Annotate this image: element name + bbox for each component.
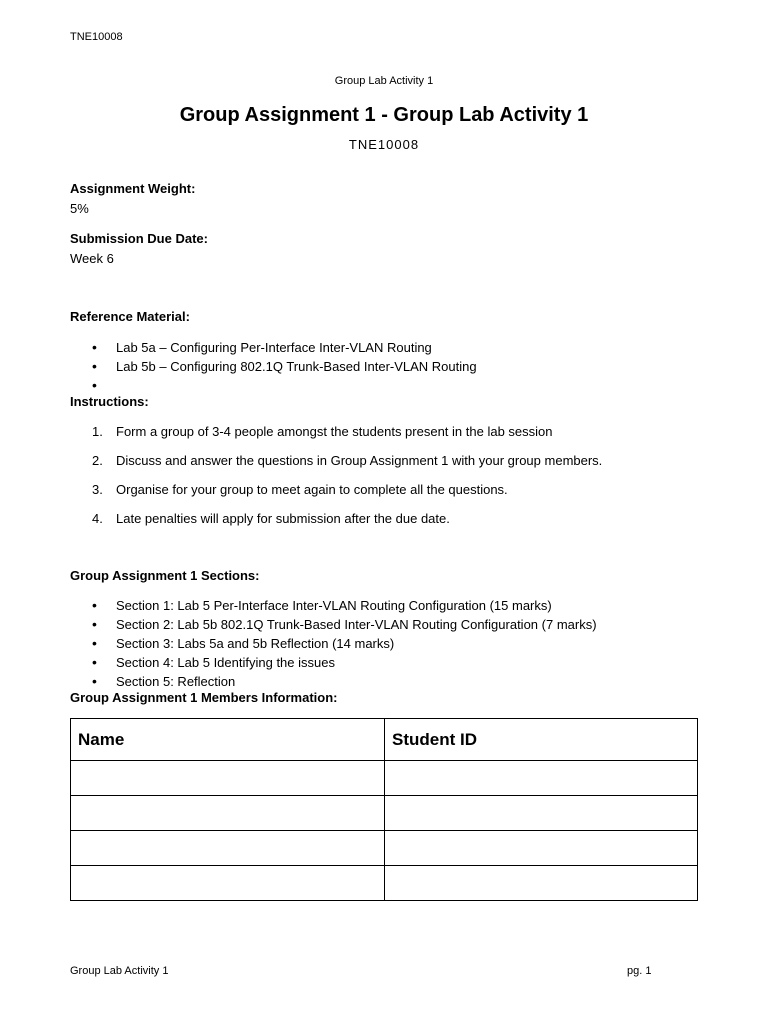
item-number: 3. (92, 482, 103, 497)
list-item: • Section 4: Lab 5 Identifying the issues (70, 653, 597, 672)
table-header-row (71, 719, 698, 761)
reference-list (70, 338, 477, 395)
table-row (71, 866, 698, 901)
name-cell[interactable] (71, 831, 385, 866)
list-item (70, 480, 602, 509)
header-code: TNE10008 (70, 31, 123, 43)
header-subtitle: Group Lab Activity 1 (334, 75, 434, 87)
page-number: pg. 1 (627, 965, 652, 977)
sections-label: Group Assignment 1 Sections: (70, 568, 260, 583)
list-item (70, 509, 602, 538)
list-item: • Lab 5b – Configuring 802.1Q Trunk-Based Inter-VLAN Routing (70, 357, 477, 376)
weight-value: 5% (70, 201, 89, 216)
student-id-cell[interactable] (385, 866, 698, 901)
item-text: Organise for your group to meet again to complete all the questions. (116, 482, 508, 497)
column-header-name: Name (71, 719, 385, 761)
name-cell[interactable] (71, 796, 385, 831)
weight-label: Assignment Weight: (70, 181, 196, 196)
name-cell[interactable] (71, 761, 385, 796)
reference-label: Reference Material: (70, 309, 190, 324)
members-table (70, 718, 698, 901)
list-item: • Section 3: Labs 5a and 5b Reflection (14 marks) (70, 634, 597, 653)
list-item: • Section 2: Lab 5b 802.1Q Trunk-Based Inter-VLAN Routing Configuration (7 marks) (70, 615, 597, 634)
table-row (71, 796, 698, 831)
list-item: • Section 1: Lab 5 Per-Interface Inter-VLAN Routing Configuration (15 marks) (70, 596, 597, 615)
instructions-list (70, 422, 602, 538)
list-item (70, 451, 602, 480)
table-row (71, 761, 698, 796)
members-label: Group Assignment 1 Members Information: (70, 690, 338, 705)
due-date-value: Week 6 (70, 251, 114, 266)
name-cell[interactable] (71, 866, 385, 901)
course-code: TNE10008 (348, 137, 420, 152)
list-item (70, 422, 602, 451)
student-id-cell[interactable] (385, 796, 698, 831)
student-id-cell[interactable] (385, 831, 698, 866)
item-text: Discuss and answer the questions in Group Assignment 1 with your group members. (116, 453, 603, 468)
sections-list (70, 596, 597, 691)
item-number: 1. (92, 424, 103, 439)
item-text: Form a group of 3-4 people amongst the students present in the lab session (116, 424, 553, 439)
page-title: Group Assignment 1 - Group Lab Activity 1 (179, 104, 589, 126)
list-item (70, 376, 477, 395)
item-number: 4. (92, 511, 103, 526)
due-date-label: Submission Due Date: (70, 231, 208, 246)
footer-left: Group Lab Activity 1 (70, 965, 169, 977)
list-item: • Lab 5a – Configuring Per-Interface Inter-VLAN Routing (70, 338, 477, 357)
table-row (71, 831, 698, 866)
list-item: • Section 5: Reflection (70, 672, 597, 691)
instructions-label: Instructions: (70, 394, 149, 409)
item-number: 2. (92, 453, 103, 468)
student-id-cell[interactable] (385, 761, 698, 796)
column-header-student-id: Student ID (385, 719, 698, 761)
item-text: Late penalties will apply for submission after the due date. (116, 511, 450, 526)
